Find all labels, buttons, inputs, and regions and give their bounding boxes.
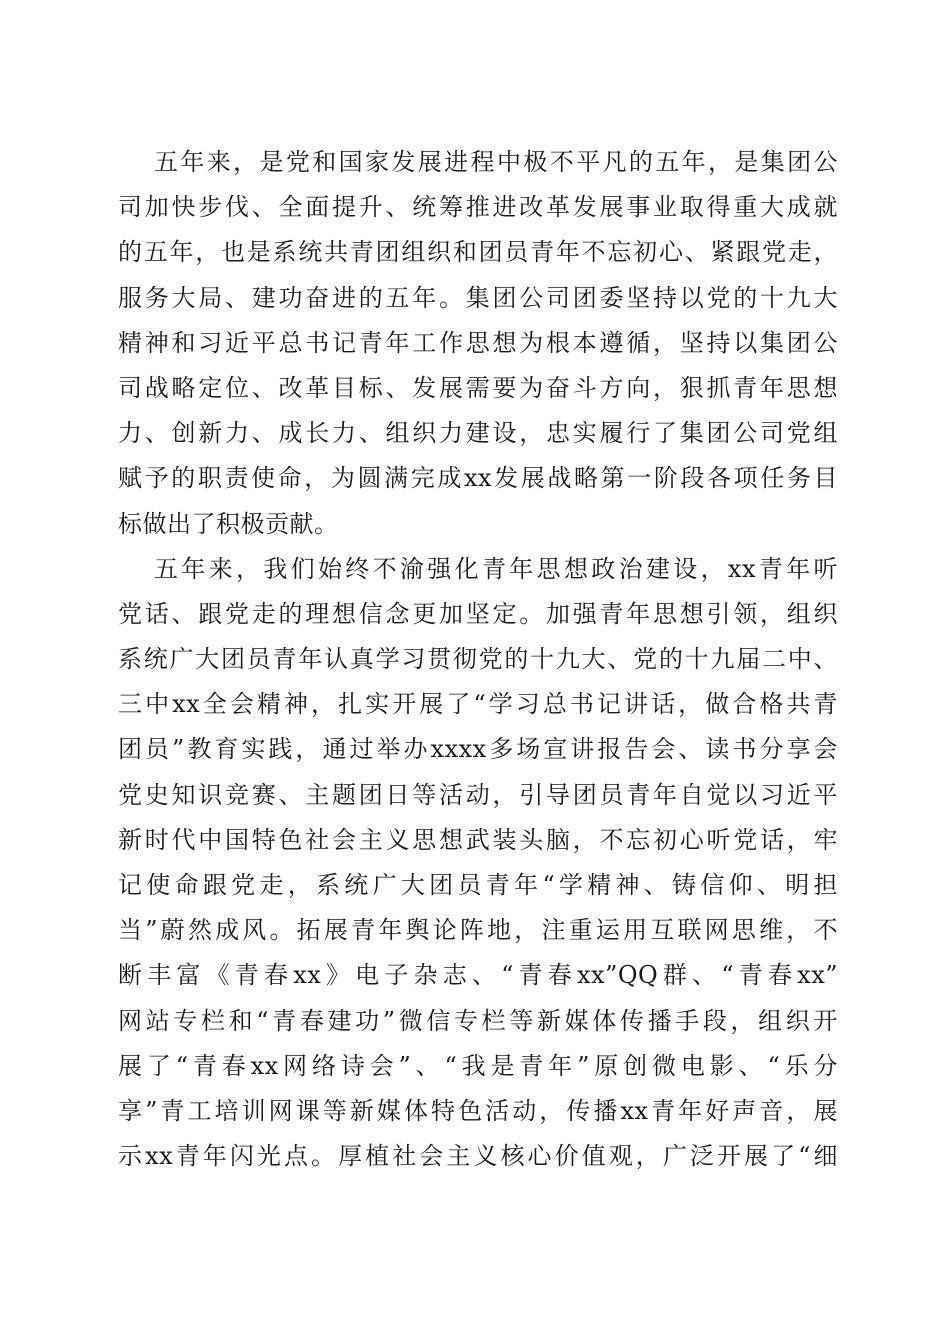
text-line: 系统广大团员青年认真学习贯彻党的十九大、党的十九届二中、 (118, 645, 838, 674)
text-line: 展了“青春xx网络诗会”、“我是青年”原创微电影、“乐分 (118, 1051, 838, 1080)
text-line: 司战略定位、改革目标、发展需要为奋斗方向，狠抓青年思想 (118, 373, 838, 402)
text-line: 新时代中国特色社会主义思想武装头脑，不忘初心听党话，牢 (118, 825, 838, 854)
text-line: 力、创新力、成长力、组织力建设，忠实履行了集团公司党组 (118, 419, 838, 448)
text-line: 五年来，是党和国家发展进程中极不平凡的五年，是集团公 (154, 148, 838, 176)
text-line: 网站专栏和“青春建功”微信专栏等新媒体传播手段，组织开 (118, 1006, 838, 1035)
text-line: 记使命跟党走，系统广大团员青年“学精神、铸信仰、明担 (118, 871, 838, 899)
text-line: 的五年，也是系统共青团组织和团员青年不忘初心、紧跟党走， (118, 238, 838, 267)
text-line: 享”青工培训网课等新媒体特色活动，传播xx青年好声音，展 (118, 1096, 838, 1125)
text-line: 党史知识竞赛、主题团日等活动，引导团员青年自觉以习近平 (118, 780, 838, 809)
text-line: 司加快步伐、全面提升、统筹推进改革发展事业取得重大成就 (118, 193, 838, 222)
text-line: 五年来，我们始终不渝强化青年思想政治建设，xx青年听 (154, 554, 838, 583)
text-line: 三中xx全会精神，扎实开展了“学习总书记讲话，做合格共青 (118, 690, 838, 719)
text-line: 党话、跟党走的理想信念更加坚定。加强青年思想引领，组织 (118, 599, 838, 628)
document-body (118, 140, 838, 1179)
paragraph-2 (118, 547, 838, 1180)
text-line: 精神和习近平总书记青年工作思想为根本遵循，坚持以集团公 (118, 328, 838, 357)
text-line: 当”蔚然成风。拓展青年舆论阵地，注重运用互联网思维，不 (118, 916, 838, 945)
text-line: 断丰富《青春xx》电子杂志、“青春xx”QQ群、“青春xx” (118, 961, 838, 990)
text-line: 示xx青年闪光点。厚植社会主义核心价值观，广泛开展了“细 (118, 1142, 838, 1171)
text-line: 服务大局、建功奋进的五年。集团公司团委坚持以党的十九大 (118, 283, 838, 312)
text-line: 标做出了积极贡献。 (118, 509, 339, 538)
text-line: 团员”教育实践，通过举办xxxx多场宣讲报告会、读书分享会 (118, 735, 838, 764)
text-line: 赋予的职责使命，为圆满完成xx发展战略第一阶段各项任务目 (118, 464, 838, 493)
paragraph-1 (118, 140, 838, 547)
